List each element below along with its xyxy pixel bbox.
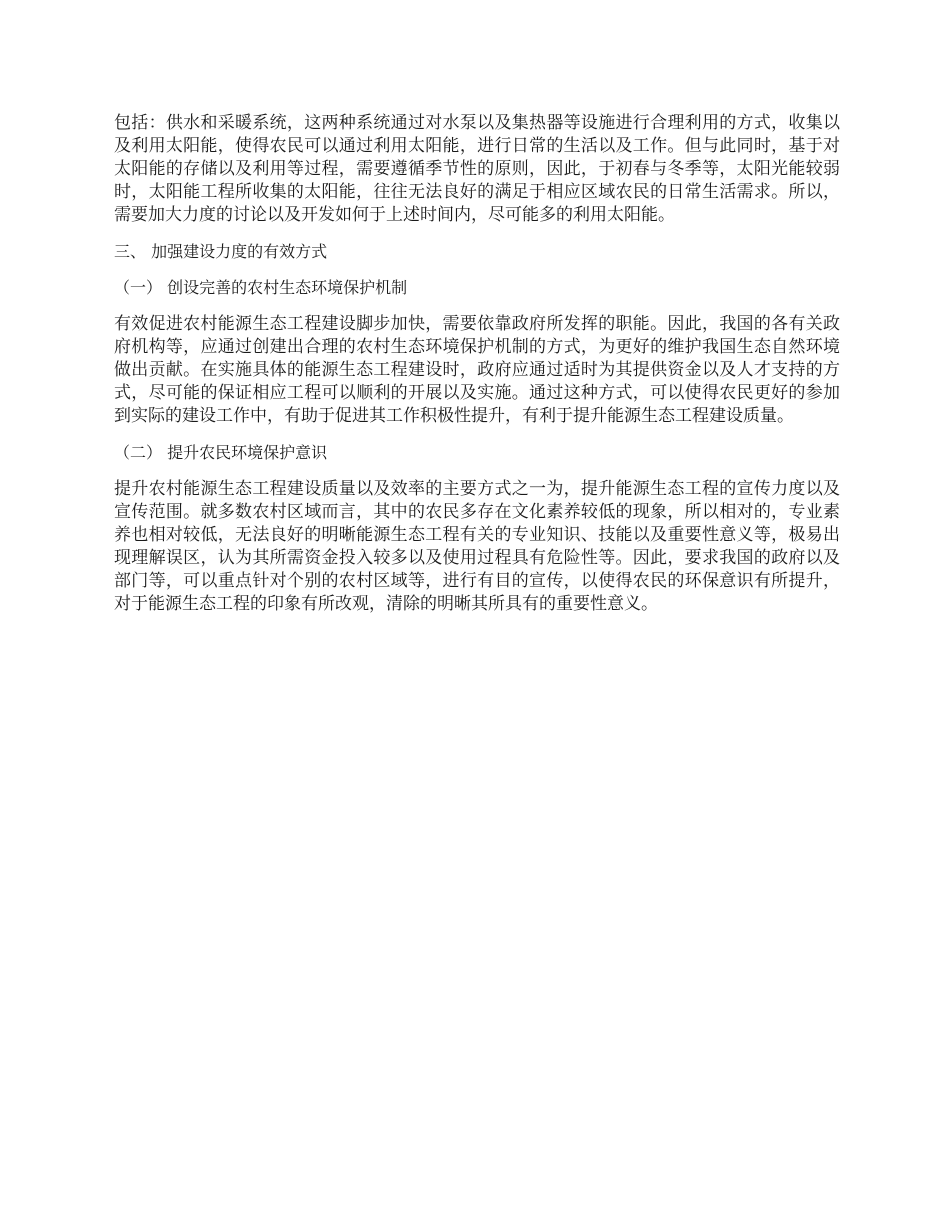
document-body xyxy=(114,112,840,630)
section-heading-3: 三、 加强建设力度的有效方式 xyxy=(114,242,328,261)
subsection-heading-1: （一） 创设完善的农村生态环境保护机制 xyxy=(114,278,408,297)
paragraph-protection-mechanism: 有效促进农村能源生态工程建设脚步加快，需要依靠政府所发挥的职能。因此，我国的各有关政府机构等，应通过创建出合理的农村生态环境保护机制的方式，为更好的维护我国生态自然环境做出贡献。在实施具体的能源生态工程建设时，政府应通过适时为其提供资金以及人才支持的方式，尽可能的保证相应工程可以顺利的开展以及实施。通过这种方式，可以使得农民更好的参加到实际的建设工作中，有助于促进其工作积极性提升，有利于提升能源生态工程建设质量。 xyxy=(114,314,840,426)
subsection-heading-2: （二） 提升农民环境保护意识 xyxy=(114,443,328,462)
paragraph-awareness: 提升农村能源生态工程建设质量以及效率的主要方式之一为，提升能源生态工程的宣传力度以及宣传范围。就多数农村区域而言，其中的农民多存在文化素养较低的现象，所以相对的，专业素养也相对较低，无法良好的明晰能源生态工程有关的专业知识、技能以及重要性意义等，极易出现理解误区，认为其所需资金投入较多以及使用过程具有危险性等。因此，要求我国的政府以及部门等，可以重点针对个别的农村区域等，进行有目的宣传，以使得农民的环保意识有所提升，对于能源生态工程的印象有所改观，清除的明晰其所具有的重要性意义。 xyxy=(114,479,840,614)
paragraph-solar-systems: 包括：供水和采暖系统，这两种系统通过对水泵以及集热器等设施进行合理利用的方式，收集以及利用太阳能，使得农民可以通过利用太阳能，进行日常的生活以及工作。但与此同时，基于对太阳能的存储以及利用等过程，需要遵循季节性的原则，因此，于初春与冬季等，太阳光能较弱时，太阳能工程所收集的太阳能，往往无法良好的满足于相应区域农民的日常生活需求。所以，需要加大力度的讨论以及开发如何于上述时间内，尽可能多的利用太阳能。 xyxy=(114,113,840,225)
